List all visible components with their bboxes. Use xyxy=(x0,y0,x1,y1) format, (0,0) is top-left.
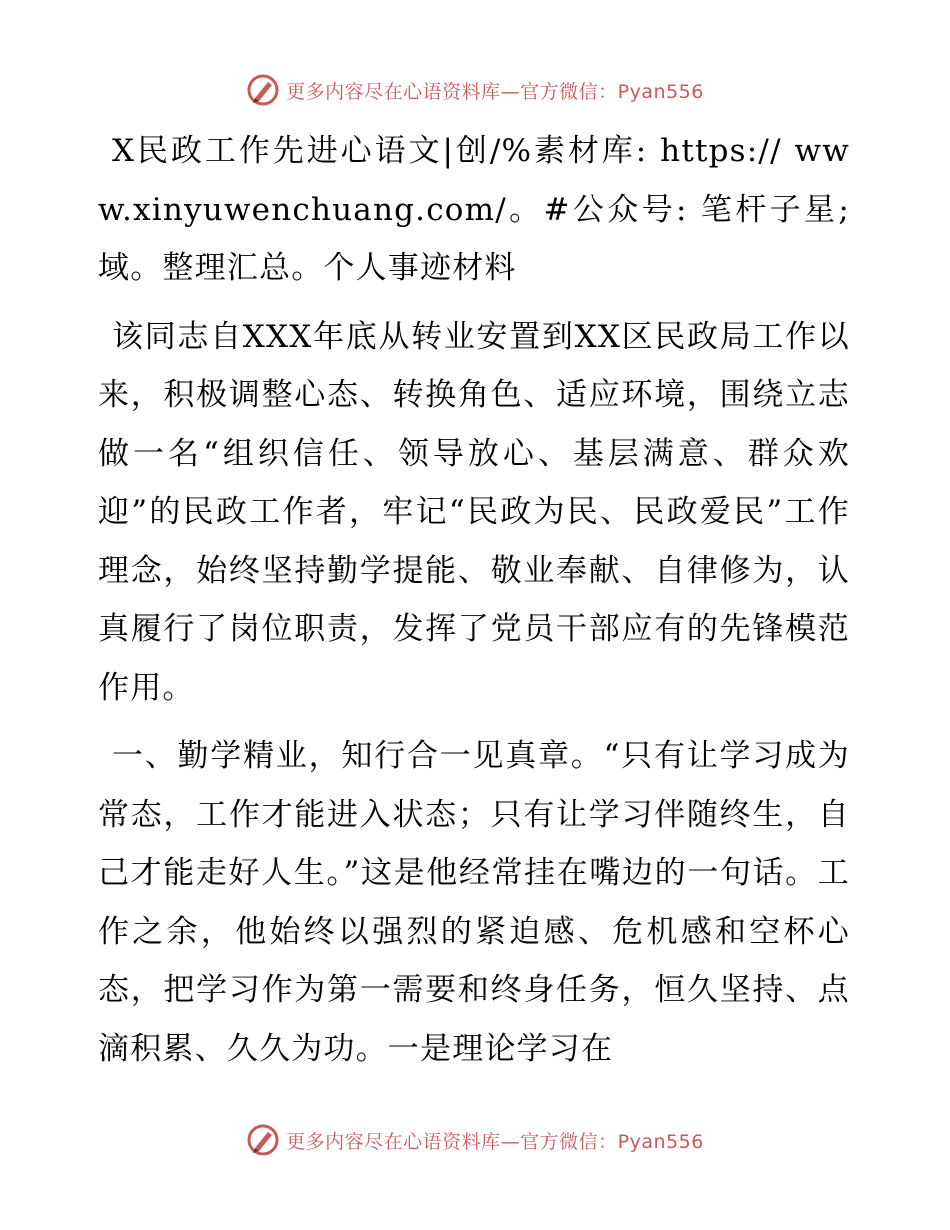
pen-circle-logo-icon xyxy=(246,1123,280,1157)
document-paragraph: 一、勤学精业，知行合一见真章。“只有让学习成为常态，工作才能进入状态；只有让学习伴随终生，自己才能走好人生。”这是他经常挂在嘴边的一句话。工作之余，他始终以强烈的紧迫感、危机感和空杯心态，把学习作为第一需要和终身任务，恒久坚持、点滴积累、久久为功。一是理论学习在 xyxy=(98,738,850,1067)
header-watermark-text: 更多内容尽在心语资料库—官方微信：Pyan556 xyxy=(286,80,704,103)
document-body xyxy=(98,122,850,1088)
document-paragraph: 该同志自XXX年底从转业安置到XX区民政局工作以来，积极调整心态、转换角色、适应环境，围绕立志做一名“组织信任、领导放心、基层满意、群众欢迎”的民政工作者，牢记“民政为民、民政爱民”工作理念，始终坚持勤学提能、敬业奉献、自律修为，认真履行了岗位职责，发挥了党员干部应有的先锋模范作用。 xyxy=(98,318,850,706)
header-watermark-banner xyxy=(0,70,950,110)
footer-watermark-text: 更多内容尽在心语资料库—官方微信：Pyan556 xyxy=(286,1130,704,1153)
document-paragraph: X民政工作先进心语文|创/%素材库: https:// www.xinyuwenchuang.com/。#公众号: 笔杆子星; 域。整理汇总。个人事迹材料 xyxy=(98,133,850,286)
pen-circle-logo-icon xyxy=(246,73,280,107)
footer-watermark-banner xyxy=(0,1120,950,1160)
